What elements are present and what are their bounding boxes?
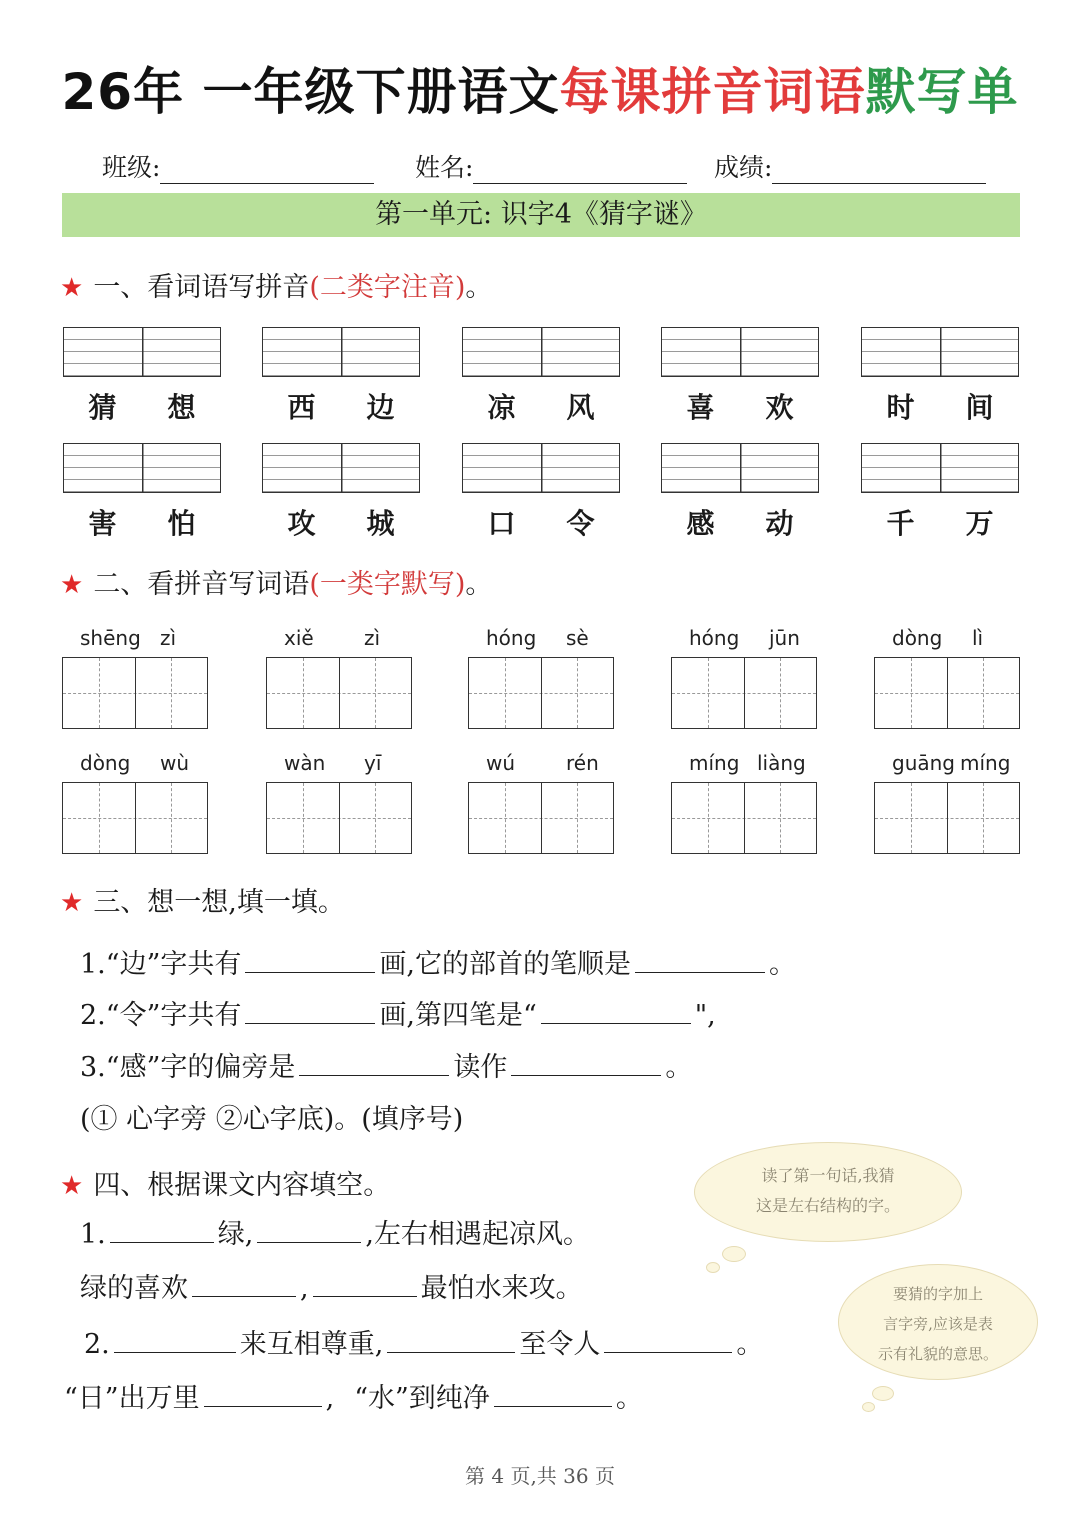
- word-char: 间: [965, 391, 994, 424]
- grid-guide-line: [947, 783, 948, 853]
- score-label: 成绩:: [714, 153, 773, 182]
- word-char: 怕: [167, 507, 196, 540]
- pinyin-writing-box[interactable]: [262, 327, 420, 377]
- star-icon: ★: [60, 888, 84, 918]
- q3-blank-1[interactable]: [299, 1049, 449, 1076]
- section2-note: (一类字默写): [309, 569, 466, 600]
- q2-text-c: ",: [694, 1000, 716, 1031]
- title-part1: 26年 一年级下册语文: [61, 63, 560, 121]
- riddle-line-3: [84, 1322, 763, 1361]
- star-icon: ★: [60, 273, 84, 303]
- name-field: [415, 148, 687, 184]
- l2-text-b: ,: [300, 1273, 309, 1304]
- grid-guide-line: [983, 658, 984, 728]
- grid-guide-line: [375, 658, 376, 728]
- word-char: 动: [765, 507, 794, 540]
- l4-blank-1[interactable]: [204, 1380, 322, 1407]
- bubble2-line3: 示有礼貌的意思。: [877, 1345, 998, 1363]
- word-char: 口: [487, 507, 516, 540]
- pinyin-writing-box[interactable]: [462, 443, 620, 493]
- grid-guide-line: [99, 783, 100, 853]
- section1-heading: [60, 265, 492, 304]
- l2-blank-2[interactable]: [313, 1270, 417, 1297]
- section4-title: 四、根据课文内容填空。: [93, 1170, 391, 1201]
- grid-guide-line: [708, 658, 709, 728]
- q1-blank-1[interactable]: [245, 946, 375, 973]
- title-part2: 每课拼音词语: [559, 63, 866, 121]
- pinyin-syllable: rén: [566, 751, 599, 775]
- pinyin-syllable: zì: [160, 626, 177, 650]
- l1-text-b: 绿,: [217, 1219, 254, 1250]
- section4-heading: [60, 1163, 390, 1202]
- pinyin-syllable: zì: [364, 626, 381, 650]
- class-field: [102, 148, 374, 184]
- character-writing-grid[interactable]: [266, 782, 412, 854]
- star-icon: ★: [60, 570, 84, 600]
- l1-text-c: ,左右相遇起凉风。: [365, 1219, 590, 1250]
- name-input[interactable]: [473, 155, 687, 184]
- star-icon: ★: [60, 1171, 84, 1201]
- bubble-dot: [706, 1262, 720, 1273]
- l3-text-a: 2.: [84, 1329, 110, 1360]
- l3-text-c: 至令人: [519, 1329, 601, 1360]
- word-char: 想: [167, 391, 196, 424]
- pinyin-syllable: jūn: [769, 626, 800, 650]
- riddle-line-2: [80, 1266, 583, 1305]
- l3-text-b: 来互相尊重,: [239, 1329, 384, 1360]
- l2-text-a: 绿的喜欢: [80, 1273, 188, 1304]
- page-title: [0, 52, 1080, 124]
- question-3: [80, 1045, 692, 1084]
- pinyin-syllable: dòng: [80, 751, 131, 775]
- pinyin-writing-box[interactable]: [661, 443, 819, 493]
- character-writing-grid[interactable]: [671, 657, 817, 729]
- character-writing-grid[interactable]: [468, 657, 614, 729]
- section3-title: 三、想一想,填一填。: [93, 887, 345, 918]
- question-3-options: (① 心字旁 ②心字底)。(填序号): [80, 1104, 464, 1135]
- question-1: [80, 942, 796, 981]
- pinyin-writing-box[interactable]: [861, 327, 1019, 377]
- pinyin-syllable: míng: [689, 751, 740, 775]
- grid-guide-line: [541, 658, 542, 728]
- pinyin-syllable: guāng: [892, 751, 955, 775]
- bubble2-line1: 要猜的字加上: [892, 1285, 983, 1303]
- pinyin-writing-box[interactable]: [861, 443, 1019, 493]
- grid-guide-line: [303, 658, 304, 728]
- grid-guide-line: [911, 658, 912, 728]
- section2-title: 二、看拼音写词语: [93, 569, 310, 600]
- grid-guide-line: [780, 658, 781, 728]
- bubble-dot: [722, 1246, 746, 1262]
- word-char: 边: [366, 391, 395, 424]
- l3-blank-1[interactable]: [114, 1326, 236, 1353]
- riddle-line-1: [80, 1212, 590, 1251]
- word-char: 风: [566, 391, 595, 424]
- section1-end: 。: [465, 272, 493, 303]
- l2-blank-1[interactable]: [192, 1270, 296, 1297]
- unit-heading: 第一单元: 识字4《猜字谜》: [62, 193, 1020, 237]
- q1-text-a: 1.“边”字共有: [80, 949, 242, 980]
- pinyin-syllable: yī: [364, 751, 382, 775]
- grid-guide-line: [339, 658, 340, 728]
- riddle-line-4: [64, 1376, 643, 1415]
- pinyin-syllable: hóng: [689, 626, 740, 650]
- pinyin-writing-box[interactable]: [462, 327, 620, 377]
- thought-bubble-1: [694, 1142, 962, 1242]
- pinyin-writing-box[interactable]: [63, 327, 221, 377]
- q3-text-a: 3.“感”字的偏旁是: [80, 1052, 296, 1083]
- class-label: 班级:: [102, 153, 161, 182]
- page-footer: 第 4 页,共 36 页: [465, 1464, 615, 1488]
- name-label: 姓名:: [415, 153, 474, 182]
- grid-guide-line: [99, 658, 100, 728]
- bubble2-line2: 言字旁,应该是表: [883, 1315, 993, 1333]
- word-char: 喜: [686, 391, 715, 424]
- grid-guide-line: [505, 658, 506, 728]
- q1-text-b: 画,它的部首的笔顺是: [379, 949, 631, 980]
- word-char: 攻: [287, 507, 316, 540]
- grid-guide-line: [171, 658, 172, 728]
- grid-guide-line: [577, 783, 578, 853]
- l1-blank-1[interactable]: [110, 1216, 214, 1243]
- q2-text-a: 2.“令”字共有: [80, 1000, 242, 1031]
- q1-text-c: 。: [768, 949, 796, 980]
- word-char: 感: [686, 507, 715, 540]
- word-char: 城: [366, 507, 395, 540]
- grid-guide-line: [780, 783, 781, 853]
- word-char: 猜: [88, 391, 117, 424]
- q2-blank-2[interactable]: [541, 997, 691, 1024]
- grid-guide-line: [744, 783, 745, 853]
- pinyin-syllable: sè: [566, 626, 589, 650]
- bubble-dot: [862, 1402, 875, 1412]
- character-writing-grid[interactable]: [468, 782, 614, 854]
- section2-end: 。: [465, 569, 493, 600]
- l4-text-b: ,: [325, 1383, 335, 1414]
- grid-guide-line: [171, 783, 172, 853]
- q2-blank-1[interactable]: [245, 997, 375, 1024]
- grid-guide-line: [911, 783, 912, 853]
- pinyin-syllable: wàn: [284, 751, 326, 775]
- score-field: [714, 148, 986, 184]
- grid-guide-line: [339, 783, 340, 853]
- grid-guide-line: [303, 783, 304, 853]
- q3-text-b: 读作: [453, 1052, 508, 1083]
- word-char: 欢: [765, 391, 794, 424]
- pinyin-syllable: wù: [160, 751, 190, 775]
- section1-title: 一、看词语写拼音: [93, 272, 310, 303]
- question-2: [80, 993, 716, 1032]
- q1-blank-2[interactable]: [635, 946, 765, 973]
- character-writing-grid[interactable]: [266, 657, 412, 729]
- grid-guide-line: [135, 783, 136, 853]
- score-input[interactable]: [772, 155, 986, 184]
- word-char: 令: [566, 507, 595, 540]
- pinyin-syllable: dòng: [892, 626, 943, 650]
- section3-heading: [60, 880, 345, 919]
- word-char: 时: [886, 391, 915, 424]
- word-char: 害: [88, 507, 117, 540]
- l2-text-c: 最怕水来攻。: [420, 1273, 583, 1304]
- word-char: 西: [287, 391, 316, 424]
- grid-guide-line: [983, 783, 984, 853]
- pinyin-syllable: xiě: [284, 626, 314, 650]
- pinyin-syllable: míng: [960, 751, 1011, 775]
- q3-text-c: 。: [665, 1052, 693, 1083]
- thought-bubble-2: [838, 1264, 1038, 1380]
- section2-heading: [60, 562, 492, 601]
- grid-guide-line: [947, 658, 948, 728]
- character-writing-grid[interactable]: [62, 657, 208, 729]
- title-part3: 默写单: [865, 63, 1019, 121]
- l1-text-a: 1.: [80, 1219, 106, 1250]
- pinyin-syllable: liàng: [757, 751, 806, 775]
- character-writing-grid[interactable]: [671, 782, 817, 854]
- pinyin-syllable: shēng: [80, 626, 141, 650]
- section1-note: (二类字注音): [309, 272, 466, 303]
- grid-guide-line: [708, 783, 709, 853]
- word-char: 凉: [487, 391, 516, 424]
- bubble-dot: [872, 1386, 894, 1401]
- grid-guide-line: [135, 658, 136, 728]
- character-writing-grid[interactable]: [874, 782, 1020, 854]
- word-char: 千: [886, 507, 915, 540]
- l1-blank-2[interactable]: [257, 1216, 361, 1243]
- word-char: 万: [965, 507, 994, 540]
- l3-blank-2[interactable]: [387, 1326, 515, 1353]
- q2-text-b: 画,第四笔是“: [379, 1000, 537, 1031]
- grid-guide-line: [577, 658, 578, 728]
- l4-text-a: “日”出万里: [64, 1383, 200, 1414]
- l4-text-c: “水”到纯净: [354, 1383, 490, 1414]
- character-writing-grid[interactable]: [874, 657, 1020, 729]
- character-writing-grid[interactable]: [62, 782, 208, 854]
- pinyin-syllable: wú: [486, 751, 516, 775]
- grid-guide-line: [375, 783, 376, 853]
- pinyin-syllable: hóng: [486, 626, 537, 650]
- l3-text-d: 。: [736, 1329, 764, 1360]
- l3-blank-3[interactable]: [604, 1326, 732, 1353]
- bubble1-line2: 这是左右结构的字。: [755, 1196, 900, 1215]
- pinyin-writing-box[interactable]: [63, 443, 221, 493]
- grid-guide-line: [505, 783, 506, 853]
- l4-text-d: 。: [615, 1383, 643, 1414]
- bubble1-line1: 读了第一句话,我猜: [761, 1166, 895, 1185]
- grid-guide-line: [541, 783, 542, 853]
- pinyin-syllable: lì: [972, 626, 984, 650]
- pinyin-writing-box[interactable]: [661, 327, 819, 377]
- l4-blank-2[interactable]: [494, 1380, 612, 1407]
- class-input[interactable]: [160, 155, 374, 184]
- pinyin-writing-box[interactable]: [262, 443, 420, 493]
- grid-guide-line: [744, 658, 745, 728]
- q3-blank-2[interactable]: [511, 1049, 661, 1076]
